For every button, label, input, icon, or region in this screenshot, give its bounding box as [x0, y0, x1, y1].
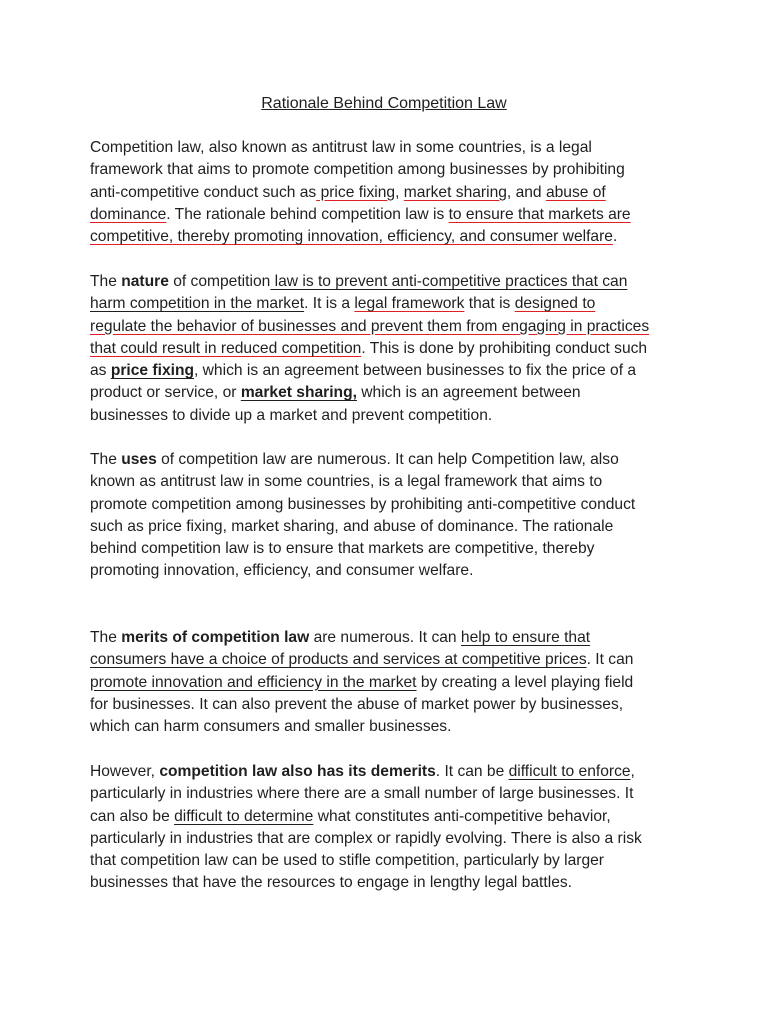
text-run: The	[90, 451, 122, 468]
text-line	[90, 872, 690, 894]
document-title: Rationale Behind Competition Law	[261, 95, 507, 112]
underlined-text: difficult to enforce	[508, 763, 631, 780]
spellcheck-underlined-text: price fixing	[316, 183, 396, 201]
text-run: . This is done by prohibiting conduct such	[361, 339, 648, 357]
spellcheck-underlined-text: market sharing	[403, 183, 507, 201]
text-run: such as price fixing, market sharing, and abuse of dominance. The rationale	[90, 517, 614, 535]
text-run: of competition law are numerous. It can help Competition law, also	[156, 451, 619, 468]
text-run: promoting innovation, efficiency, and consumer welfare.	[90, 562, 474, 580]
text-line	[90, 471, 690, 493]
text-run: ,	[630, 763, 635, 780]
bold-text: uses	[121, 451, 157, 468]
text-run: , which is an agreement between businesses to fix the price of a	[194, 362, 637, 380]
text-run: particularly in industries where there are a small number of large businesses. It	[90, 785, 634, 803]
text-run: , and	[506, 183, 546, 201]
text-run: . It can	[586, 651, 634, 669]
bold-text: merits of competition law	[121, 629, 310, 646]
text-line	[90, 560, 690, 582]
text-line	[90, 405, 690, 427]
text-line	[90, 538, 690, 560]
spellcheck-underlined-text: regulate the behavior of businesses and prevent them from engaging in practices	[90, 317, 650, 335]
text-run: are numerous. It can	[309, 629, 461, 646]
spellcheck-underlined-text: that could result in reduced competition	[90, 339, 362, 357]
text-run: The	[90, 273, 122, 290]
text-run: behind competition law is to ensure that markets are competitive, thereby	[90, 540, 595, 558]
paragraph-nature	[90, 271, 690, 427]
bold-text: competition law also has its demerits	[159, 763, 436, 780]
underlined-text: difficult to determine	[174, 807, 314, 825]
text-line	[90, 182, 690, 204]
paragraph-intro	[90, 137, 690, 248]
spellcheck-underlined-text: dominance	[90, 205, 167, 223]
text-line	[90, 672, 690, 694]
text-line	[90, 516, 690, 538]
underlined-text: law is to prevent anti-competitive practices that can	[270, 273, 628, 290]
text-line	[90, 204, 690, 226]
text-run: . The rationale behind competition law is	[166, 205, 449, 223]
text-run: Competition law, also known as antitrust law in some countries, is a legal	[90, 139, 592, 156]
paragraph-demerits	[90, 761, 690, 895]
text-run: can also be	[90, 807, 175, 825]
text-run: businesses that have the resources to engage in lengthy legal battles.	[90, 874, 572, 892]
bold-underlined-text: market sharing,	[240, 384, 357, 402]
text-line	[90, 137, 690, 159]
spellcheck-underlined-text: competitive, thereby promoting innovation, efficiency, and consumer welfare	[90, 228, 613, 246]
text-run: promote competition among businesses by prohibiting anti-competitive conduct	[90, 495, 636, 513]
text-run: product or service, or	[90, 384, 241, 402]
text-line	[90, 783, 690, 805]
text-run: which is an agreement between	[356, 384, 581, 402]
text-run: ,	[395, 183, 404, 201]
text-line	[90, 850, 690, 872]
underlined-text: harm competition in the market	[90, 295, 305, 313]
text-line	[90, 627, 690, 649]
paragraph-merits	[90, 627, 690, 738]
text-line	[90, 449, 690, 471]
text-line	[90, 360, 690, 382]
bold-underlined-text: price fixing	[110, 362, 194, 380]
spellcheck-underlined-text: designed to	[514, 295, 596, 313]
text-run: of competition	[168, 273, 271, 290]
text-run: that competition law can be used to stifle competition, particularly by larger	[90, 852, 604, 870]
text-run: for businesses. It can also prevent the abuse of market power by businesses,	[90, 695, 624, 713]
text-run: what constitutes anti-competitive behavior,	[313, 807, 611, 825]
paragraph-uses	[90, 449, 690, 583]
underlined-text: consumers have a choice of products and services at competitive prices	[90, 651, 587, 669]
spellcheck-underlined-text: abuse of	[545, 183, 606, 201]
text-run: framework that aims to promote competition among businesses by prohibiting	[90, 161, 625, 179]
text-run: . It is a	[304, 295, 355, 313]
bold-text: nature	[121, 273, 169, 290]
text-run: The	[90, 629, 122, 646]
text-line	[90, 316, 690, 338]
text-line	[90, 828, 690, 850]
text-line	[90, 271, 690, 293]
text-line	[90, 494, 690, 516]
text-line	[90, 761, 690, 783]
text-run: .	[612, 228, 618, 246]
spellcheck-underlined-text: legal framework	[354, 295, 465, 313]
text-run: businesses to divide up a market and prevent competition.	[90, 406, 493, 424]
text-line	[90, 338, 690, 360]
text-run: as	[90, 362, 111, 380]
text-run: anti-competitive conduct such as	[90, 183, 317, 201]
underlined-text: help to ensure that	[460, 629, 591, 646]
spellcheck-underlined-text: to ensure that markets are	[448, 205, 631, 223]
text-run: known as antitrust law in some countries, is a legal framework that aims to	[90, 473, 603, 491]
text-run: However,	[90, 763, 160, 780]
text-line	[90, 382, 690, 404]
text-line	[90, 226, 690, 248]
text-line	[90, 649, 690, 671]
text-run: particularly in industries that are complex or rapidly evolving. There is also a risk	[90, 829, 642, 847]
text-line	[90, 716, 690, 738]
text-line	[90, 694, 690, 716]
underlined-text: promote innovation and efficiency in the market	[90, 673, 417, 691]
text-line	[90, 806, 690, 828]
text-line	[90, 293, 690, 315]
text-run: which can harm consumers and smaller businesses.	[90, 718, 452, 736]
text-run: that is	[464, 295, 515, 313]
text-run: . It can be	[435, 763, 509, 780]
text-run: by creating a level playing field	[416, 673, 634, 691]
text-line	[90, 159, 690, 181]
